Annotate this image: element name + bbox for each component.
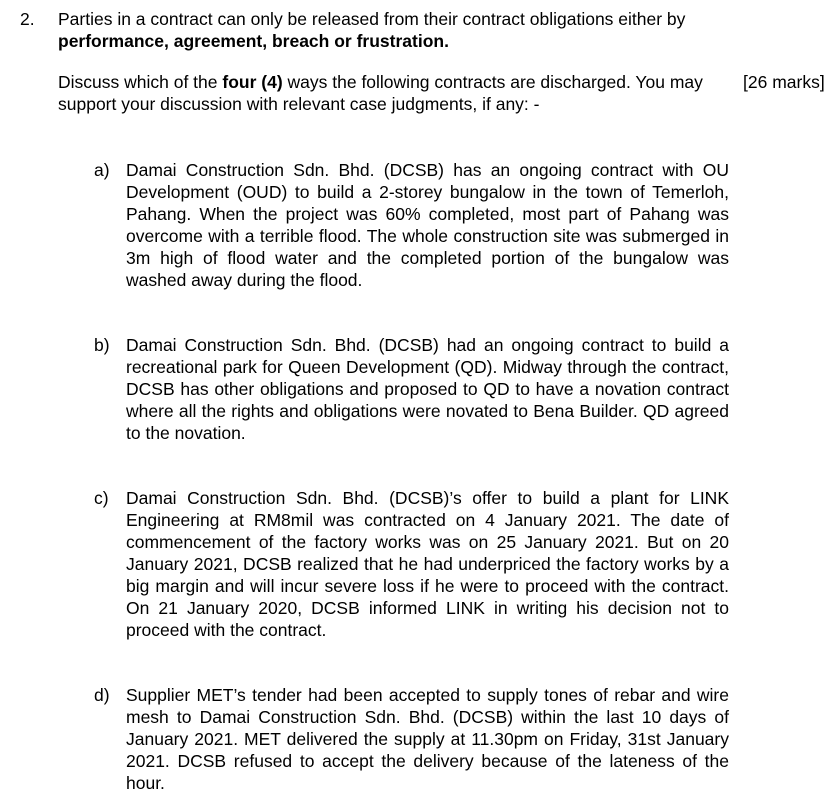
instruction-text-start: Discuss which of the <box>58 72 223 92</box>
part-a-text: Damai Construction Sdn. Bhd. (DCSB) has an ongoing contract with OU Development (OUD) to build a 2-storey bungalow in the town of Temerloh, Pahang. When the project was 60% completed, most part of Pahang was overcome with a terrible flood. The whole construction site was submerged in 3m high of flood water and the completed portion of the bungalow was washed away during the flood. <box>126 160 729 290</box>
instruction-emphasis: four (4) <box>222 72 283 92</box>
question-intro <box>58 8 728 52</box>
marks-label: [26 marks] <box>743 72 825 92</box>
part-c-label: c) <box>94 488 109 508</box>
instruction-text-end: ways the following contracts are discharged. You may support your discussion with relevant case judgments, if any: - <box>58 72 703 114</box>
part-b-label: b) <box>94 335 110 355</box>
part-c-text: Damai Construction Sdn. Bhd. (DCSB)’s offer to build a plant for LINK Engineering at RM8mil was contracted on 4 January 2021. The date of commencement of the factory works was on 25 January 2021. But on 20 January 2021, DCSB realized that he had underpriced the factory works by a big margin and will incur severe loss if he were to proceed with the contract. On 21 January 2020, DCSB informed LINK in writing his decision not to proceed with the contract. <box>126 488 729 640</box>
part-d <box>94 684 729 794</box>
part-d-text: Supplier MET’s tender had been accepted to supply tones of rebar and wire mesh to Damai Construction Sdn. Bhd. (DCSB) within the last 10 days of January 2021. MET delivered the supply at 11.30pm on Friday, 31st January 2021. DCSB refused to accept the delivery because of the lateness of the hour. <box>126 685 729 793</box>
part-a <box>94 159 729 291</box>
part-b-text: Damai Construction Sdn. Bhd. (DCSB) had an ongoing contract to build a recreational park for Queen Development (QD). Midway through the contract, DCSB has other obligations and proposed to QD to have a novation contract where all the rights and obligations were novated to Bena Builder. QD agreed to the novation. <box>126 335 729 443</box>
part-a-label: a) <box>94 160 110 180</box>
question-intro-emphasis: performance, agreement, breach or frustration. <box>58 31 449 51</box>
question-number: 2. <box>20 9 35 29</box>
part-c <box>94 487 729 641</box>
question-intro-text: Parties in a contract can only be released from their contract obligations either by <box>58 9 686 29</box>
part-b <box>94 334 729 444</box>
question-instruction <box>58 71 730 115</box>
part-d-label: d) <box>94 685 110 705</box>
